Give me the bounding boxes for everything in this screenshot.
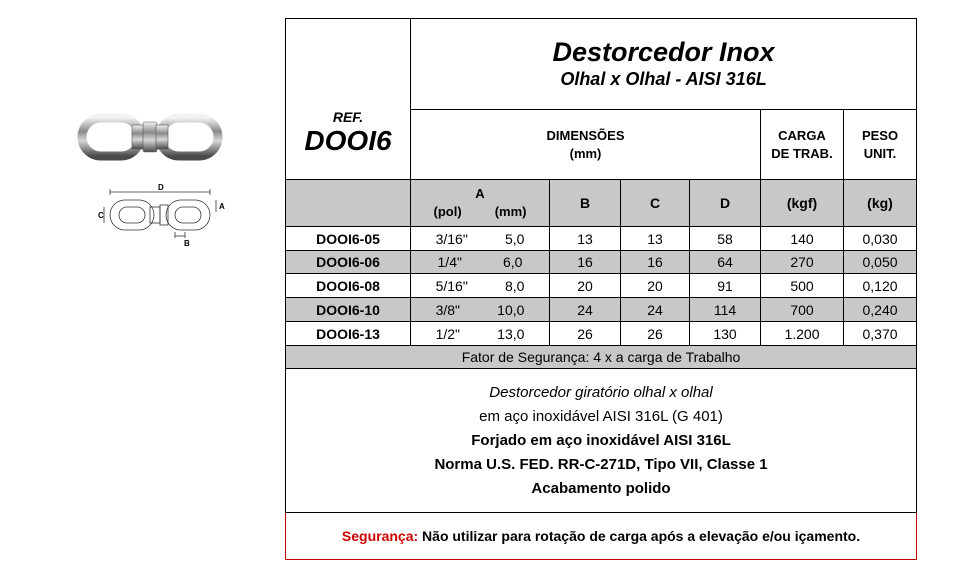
row-b: 16 [550,251,621,274]
ref-label: REF. [332,109,364,125]
ref-header-cell [286,19,411,180]
product-figure [70,108,230,248]
row-ref: DOOI6-05 [286,227,411,251]
table-row [286,251,917,274]
row-b: 20 [550,274,621,298]
dimensions-header [411,110,761,180]
table-row [286,322,917,346]
swivel-illustration [70,108,230,248]
swivel-technical-drawing [104,189,216,238]
row-kg: 0,050 [844,251,917,274]
row-pol: 5/16" [435,277,468,294]
kgf-subheader: (kgf) [761,180,844,227]
row-kgf: 270 [761,251,844,274]
b-subheader: B [550,180,621,227]
row-kgf: 700 [761,298,844,322]
row-b: 26 [550,322,621,346]
ref-code: DOOI6 [304,125,392,156]
row-d: 91 [690,274,761,298]
row-ref: DOOI6-10 [286,298,411,322]
dimensions-label: DIMENSÕES [546,127,625,143]
row-pol: 3/8" [435,301,461,318]
row-ref: DOOI6-08 [286,274,411,298]
a-subheader [411,180,550,227]
dimension-label-b: B [184,239,190,248]
load-header [761,110,844,180]
row-ref: DOOI6-13 [286,322,411,346]
safety-warning [286,513,917,560]
row-c: 13 [621,227,690,251]
row-kg: 0,030 [844,227,917,251]
a-pol-label: (pol) [433,204,462,219]
row-pol: 1/4" [437,254,462,270]
product-title: Destorcedor Inox [552,37,775,67]
dimensions-unit: (mm) [569,145,602,161]
table-row [286,227,917,251]
description-line-1: Destorcedor giratório olhal x olhal [489,383,713,401]
row-kg: 0,240 [844,298,917,322]
row-c: 24 [621,298,690,322]
load-label-line2: DE TRAB. [771,145,833,161]
load-label-line1: CARGA [778,127,826,143]
row-b: 13 [550,227,621,251]
blank-ref-subheader [286,180,411,227]
row-kgf: 140 [761,227,844,251]
row-mm: 10,0 [497,301,525,318]
dimension-label-c: C [98,211,104,220]
row-d: 58 [690,227,761,251]
row-kg: 0,370 [844,322,917,346]
warning-label: Segurança: [341,528,419,544]
row-mm: 6,0 [503,254,523,270]
d-subheader: D [690,180,761,227]
weight-header [844,110,917,180]
row-kg: 0,120 [844,274,917,298]
spec-table [285,18,917,560]
c-subheader: C [621,180,690,227]
table-row [286,298,917,322]
row-kgf: 500 [761,274,844,298]
row-ref: DOOI6-06 [286,251,411,274]
weight-label-line2: UNIT. [863,145,897,161]
dimension-label-d: D [158,183,164,192]
product-subtitle: Olhal x Olhal - AISI 316L [560,69,767,89]
warning-text: Não utilizar para rotação de carga após a elevação e/ou içamento. [422,528,861,544]
title-cell [411,19,917,110]
row-d: 130 [690,322,761,346]
a-mm-label: (mm) [494,204,527,219]
swivel-photo [82,118,218,156]
description-cell [286,369,917,513]
row-kgf: 1.200 [761,322,844,346]
description-line-2: em aço inoxidável AISI 316L (G 401) [479,407,723,425]
safety-factor: Fator de Segurança: 4 x a carga de Trabalho [286,346,917,369]
description-line-3: Forjado em aço inoxidável AISI 316L [471,431,731,449]
description-line-5: Acabamento polido [531,479,671,497]
row-c: 20 [621,274,690,298]
description-line-4: Norma U.S. FED. RR-C-271D, Tipo VII, Classe 1 [434,455,768,473]
row-pol: 1/2" [435,325,461,342]
weight-label-line1: PESO [861,127,899,143]
row-pol: 3/16" [435,230,468,247]
dimension-label-a: A [219,202,225,211]
row-b: 24 [550,298,621,322]
kg-subheader: (kg) [844,180,917,227]
row-c: 16 [621,251,690,274]
row-d: 64 [690,251,761,274]
a-label: A [475,186,485,201]
table-row [286,274,917,298]
row-d: 114 [690,298,761,322]
row-mm: 8,0 [504,277,525,294]
row-mm: 13,0 [497,325,525,342]
row-mm: 5,0 [504,230,525,247]
row-c: 26 [621,322,690,346]
